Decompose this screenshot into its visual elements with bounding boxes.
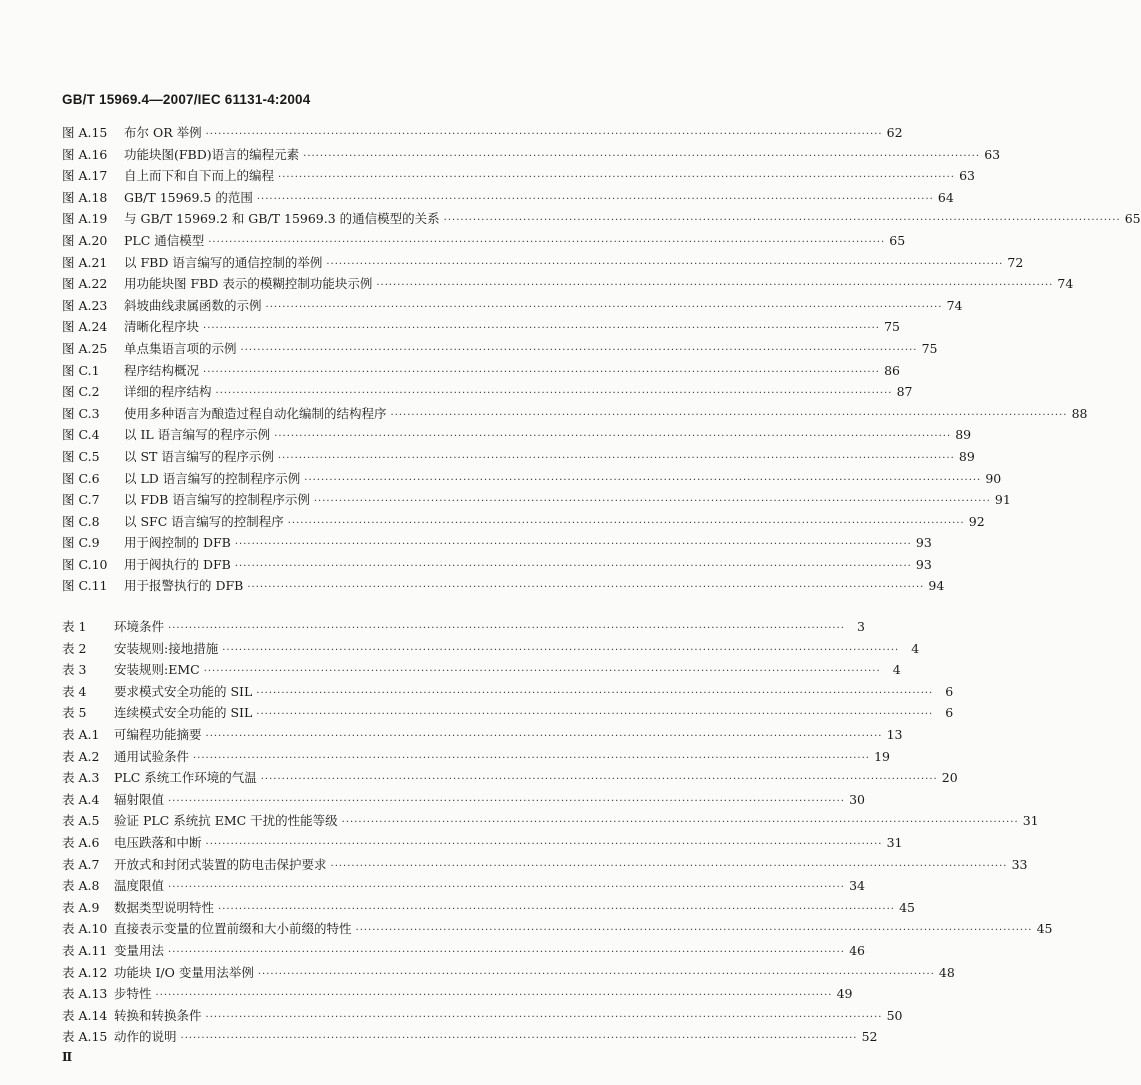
entry-number: 图 C.5	[62, 448, 100, 464]
figure-entry[interactable]	[62, 576, 945, 598]
dot-leader	[206, 129, 883, 140]
entry-page-number: 64	[937, 189, 954, 205]
entry-number: 表 A.7	[62, 856, 100, 872]
entry-page-number: 20	[941, 770, 958, 786]
entry-number: 图 A.20	[62, 232, 108, 248]
entry-page-number: 6	[945, 705, 954, 721]
figure-entry[interactable]	[62, 296, 963, 318]
entry-number: 表 2	[62, 640, 87, 656]
entry-number: 表 A.14	[62, 1007, 108, 1023]
entry-title: 以 FBD 语言编写的通信控制的举例	[124, 254, 323, 270]
entry-page-number: 49	[836, 986, 853, 1002]
table-entry[interactable]	[62, 963, 955, 985]
entry-page-number: 50	[886, 1007, 903, 1023]
figure-entry[interactable]	[62, 512, 985, 534]
figure-entry[interactable]	[62, 555, 932, 577]
entry-title: 数据类型说明特性	[114, 899, 215, 915]
entry-title: 通用试验条件	[114, 748, 190, 764]
dot-leader	[247, 582, 924, 593]
dot-leader	[235, 561, 912, 572]
dot-leader	[257, 194, 934, 205]
dot-leader	[274, 431, 951, 442]
dot-leader	[222, 645, 899, 656]
dot-leader	[193, 753, 870, 764]
entry-number: 图 A.18	[62, 189, 108, 205]
table-entry[interactable]	[62, 790, 865, 812]
entry-number: 图 A.16	[62, 146, 108, 162]
entry-number: 图 A.23	[62, 297, 108, 313]
figure-entry[interactable]	[62, 490, 1011, 512]
dot-leader	[241, 345, 918, 356]
entry-page-number: 63	[984, 146, 1001, 162]
entry-title: 斜坡曲线隶属函数的示例	[124, 297, 262, 313]
table-entry[interactable]	[62, 617, 865, 639]
figure-entry[interactable]	[62, 533, 932, 555]
entry-page-number: 93	[915, 535, 932, 551]
entry-number: 表 A.12	[62, 964, 108, 980]
entry-title: 以 LD 语言编写的控制程序示例	[124, 470, 301, 486]
dot-leader	[168, 947, 845, 958]
entry-number: 表 5	[62, 705, 87, 721]
entry-title: 环境条件	[114, 619, 165, 634]
entry-number: 图 A.22	[62, 276, 108, 292]
figure-entry[interactable]	[62, 274, 1074, 296]
entry-title: 功能块图(FBD)语言的编程元素	[124, 146, 300, 162]
entry-page-number: 86	[884, 362, 900, 378]
entry-page-number: 45	[1036, 921, 1053, 937]
entry-number: 图 C.9	[62, 535, 100, 551]
entry-title: 开放式和封闭式装置的防电击保护要求	[114, 856, 327, 872]
entry-number: 表 A.15	[62, 1029, 108, 1045]
table-entry[interactable]	[62, 855, 1028, 877]
entry-page-number: 72	[1007, 254, 1024, 270]
figure-entry[interactable]	[62, 447, 975, 469]
entry-page-number: 74	[946, 297, 963, 313]
dot-leader	[181, 1033, 858, 1044]
entry-number: 图 C.10	[62, 556, 108, 572]
entry-number: 图 C.1	[62, 362, 100, 378]
dot-leader	[266, 302, 943, 313]
dot-leader	[356, 925, 1033, 936]
table-entry[interactable]	[62, 768, 958, 790]
entry-page-number: 46	[849, 942, 865, 958]
entry-number: 图 C.8	[62, 513, 100, 529]
figure-entry[interactable]	[62, 253, 1024, 275]
entry-title: 温度限值	[114, 878, 165, 894]
table-entry[interactable]	[62, 898, 915, 920]
entry-number: 表 A.3	[62, 770, 100, 786]
dot-leader	[206, 839, 883, 850]
entry-title: GB/T 15969.5 的范围	[124, 189, 253, 205]
entry-page-number: 94	[928, 578, 945, 594]
entry-title: 安装规则:接地措施	[114, 640, 219, 656]
entry-title: 用功能块图 FBD 表示的模糊控制功能块示例	[124, 276, 373, 292]
entry-title: 与 GB/T 15969.2 和 GB/T 15969.3 的通信模型的关系	[124, 211, 440, 227]
dot-leader	[278, 172, 955, 183]
entry-page-number: 65	[889, 232, 906, 248]
entry-number: 表 4	[62, 683, 87, 699]
entry-page-number: 30	[849, 791, 865, 807]
table-entry[interactable]	[62, 1027, 878, 1049]
entry-page-number: 31	[1022, 813, 1039, 829]
entry-page-number: 93	[915, 556, 932, 572]
dot-leader	[256, 688, 933, 699]
entry-number: 图 A.21	[62, 254, 108, 270]
entry-number: 图 A.24	[62, 319, 108, 335]
entry-title: 辐射限值	[114, 791, 165, 807]
entry-page-number: 63	[959, 168, 975, 184]
entry-page-number: 88	[1071, 405, 1088, 421]
table-entry[interactable]	[62, 876, 865, 898]
entry-number: 图 A.15	[62, 125, 108, 140]
entry-page-number: 92	[968, 513, 985, 529]
entry-number: 图 C.3	[62, 405, 100, 421]
table-entry[interactable]	[62, 1006, 903, 1028]
entry-number: 表 A.6	[62, 834, 100, 850]
entry-number: 图 C.4	[62, 427, 100, 443]
entry-number: 图 C.11	[62, 578, 108, 594]
figure-entry[interactable]	[62, 231, 906, 253]
dot-leader	[303, 151, 980, 162]
dot-leader	[261, 774, 938, 785]
entry-page-number: 31	[886, 834, 903, 850]
dot-leader	[256, 709, 933, 720]
entry-title: 步特性	[114, 986, 152, 1002]
figure-entry[interactable]	[62, 123, 903, 145]
dot-leader	[235, 539, 912, 550]
entry-title: 验证 PLC 系统抗 EMC 干扰的性能等级	[114, 813, 338, 829]
figure-entry[interactable]	[62, 382, 913, 404]
dot-leader	[168, 882, 845, 893]
table-entry[interactable]	[62, 682, 954, 704]
entry-title: 转换和转换条件	[114, 1007, 202, 1023]
figure-list	[62, 123, 1141, 598]
entry-title: 使用多种语言为酿造过程自动化编制的结构程序	[124, 405, 387, 421]
entry-page-number: 48	[938, 964, 955, 980]
dot-leader	[203, 367, 880, 378]
figure-entry[interactable]	[62, 145, 1001, 167]
entry-title: 以 IL 语言编写的程序示例	[124, 427, 271, 443]
entry-title: 用于阀执行的 DFB	[124, 556, 231, 572]
dot-leader	[156, 990, 833, 1001]
entry-number: 表 A.9	[62, 899, 100, 915]
entry-title: 以 SFC 语言编写的控制程序	[124, 513, 284, 529]
dot-leader	[314, 496, 991, 507]
entry-title: 要求模式安全功能的 SIL	[114, 683, 253, 699]
entry-page-number: 13	[886, 726, 903, 742]
entry-title: 以 FDB 语言编写的控制程序示例	[124, 492, 310, 508]
entry-number: 表 A.8	[62, 878, 100, 894]
figure-entry[interactable]	[62, 317, 900, 339]
entry-number: 表 A.1	[62, 726, 100, 742]
table-entry[interactable]	[62, 725, 903, 747]
dot-leader	[168, 623, 845, 634]
entry-title: 清晰化程序块	[124, 319, 200, 335]
page-number: Ⅱ	[62, 1050, 73, 1064]
entry-title: 单点集语言项的示例	[124, 340, 237, 356]
entry-page-number: 52	[861, 1029, 878, 1045]
figure-entry[interactable]	[62, 469, 1002, 491]
dot-leader	[204, 666, 881, 677]
dot-leader	[216, 388, 893, 399]
entry-title: PLC 通信模型	[124, 232, 205, 248]
entry-number: 表 3	[62, 662, 87, 678]
entry-title: 动作的说明	[114, 1029, 177, 1045]
document-header: GB/T 15969.4—2007/IEC 61131-4:2004	[62, 92, 311, 107]
entry-page-number: 90	[985, 470, 1002, 486]
dot-leader	[208, 237, 885, 248]
entry-page-number: 62	[886, 125, 903, 140]
entry-page-number: 75	[884, 319, 900, 335]
entry-title: 安装规则:EMC	[114, 662, 200, 678]
entry-number: 图 A.19	[62, 211, 108, 227]
entry-page-number: 6	[945, 683, 954, 699]
table-list	[62, 617, 1053, 1049]
entry-page-number: 65	[1124, 211, 1141, 227]
entry-page-number: 45	[899, 899, 915, 915]
dot-leader	[391, 410, 1068, 421]
entry-title: 可编程功能摘要	[114, 726, 202, 742]
dot-leader	[376, 280, 1053, 291]
table-entry[interactable]	[62, 703, 954, 725]
table-entry[interactable]	[62, 919, 1053, 941]
figure-entry[interactable]	[62, 425, 972, 447]
entry-title: 自上而下和自下而上的编程	[124, 168, 275, 184]
table-entry[interactable]	[62, 639, 920, 661]
entry-page-number: 91	[994, 492, 1011, 508]
dot-leader	[168, 796, 845, 807]
entry-number: 表 A.10	[62, 921, 108, 937]
entry-number: 表 A.13	[62, 986, 108, 1002]
figure-entry[interactable]	[62, 339, 938, 361]
entry-page-number: 75	[921, 340, 938, 356]
entry-number: 表 A.4	[62, 791, 100, 807]
dot-leader	[288, 518, 965, 529]
entry-number: 表 A.11	[62, 942, 108, 958]
dot-leader	[326, 259, 1003, 270]
table-entry[interactable]	[62, 833, 903, 855]
dot-leader	[258, 969, 935, 980]
entry-title: 直接表示变量的位置前缀和大小前缀的特性	[114, 921, 352, 937]
dot-leader	[444, 215, 1121, 226]
entry-number: 表 A.5	[62, 813, 100, 829]
entry-title: 以 ST 语言编写的程序示例	[124, 448, 274, 464]
dot-leader	[331, 861, 1008, 872]
entry-page-number: 89	[955, 427, 972, 443]
entry-title: 变量用法	[114, 942, 165, 958]
dot-leader	[206, 1012, 883, 1023]
figure-entry[interactable]	[62, 361, 900, 383]
entry-page-number: 87	[896, 384, 913, 400]
figure-entry[interactable]	[62, 188, 954, 210]
table-entry[interactable]	[62, 811, 1039, 833]
entry-title: 用于报警执行的 DFB	[124, 578, 244, 594]
entry-title: 布尔 OR 举例	[124, 125, 202, 140]
figure-entry[interactable]	[62, 404, 1088, 426]
entry-title: PLC 系统工作环境的气温	[114, 770, 257, 786]
entry-page-number: 4	[892, 662, 901, 678]
entry-page-number: 4	[911, 640, 920, 656]
entry-page-number: 74	[1057, 276, 1074, 292]
entry-number: 图 C.7	[62, 492, 100, 508]
dot-leader	[206, 731, 883, 742]
entry-page-number: 33	[1011, 856, 1028, 872]
entry-page-number: 89	[958, 448, 975, 464]
entry-title: 程序结构概况	[124, 362, 200, 378]
dot-leader	[203, 323, 880, 334]
dot-leader	[342, 817, 1019, 828]
dot-leader	[278, 453, 955, 464]
table-entry[interactable]	[62, 984, 853, 1006]
entry-page-number: 19	[874, 748, 890, 764]
entry-page-number: 34	[849, 878, 865, 894]
entry-title: 用于阀控制的 DFB	[124, 535, 231, 551]
entry-title: 连续模式安全功能的 SIL	[114, 705, 253, 721]
entry-title: 详细的程序结构	[124, 384, 212, 400]
table-entry[interactable]	[62, 941, 865, 963]
entry-number: 表 A.2	[62, 748, 100, 764]
dot-leader	[218, 904, 895, 915]
figure-entry[interactable]	[62, 209, 1141, 231]
entry-title: 电压跌落和中断	[114, 834, 202, 850]
dot-leader	[304, 475, 981, 486]
entry-number: 图 A.17	[62, 168, 108, 184]
table-entry[interactable]	[62, 747, 890, 769]
entry-title: 功能块 I/O 变量用法举例	[114, 964, 254, 980]
entry-number: 图 C.6	[62, 470, 100, 486]
entry-page-number: 3	[857, 619, 865, 634]
figure-entry[interactable]	[62, 166, 975, 188]
table-entry[interactable]	[62, 660, 901, 682]
entry-number: 图 A.25	[62, 340, 108, 356]
entry-number: 图 C.2	[62, 384, 100, 400]
entry-number: 表 1	[62, 619, 87, 634]
